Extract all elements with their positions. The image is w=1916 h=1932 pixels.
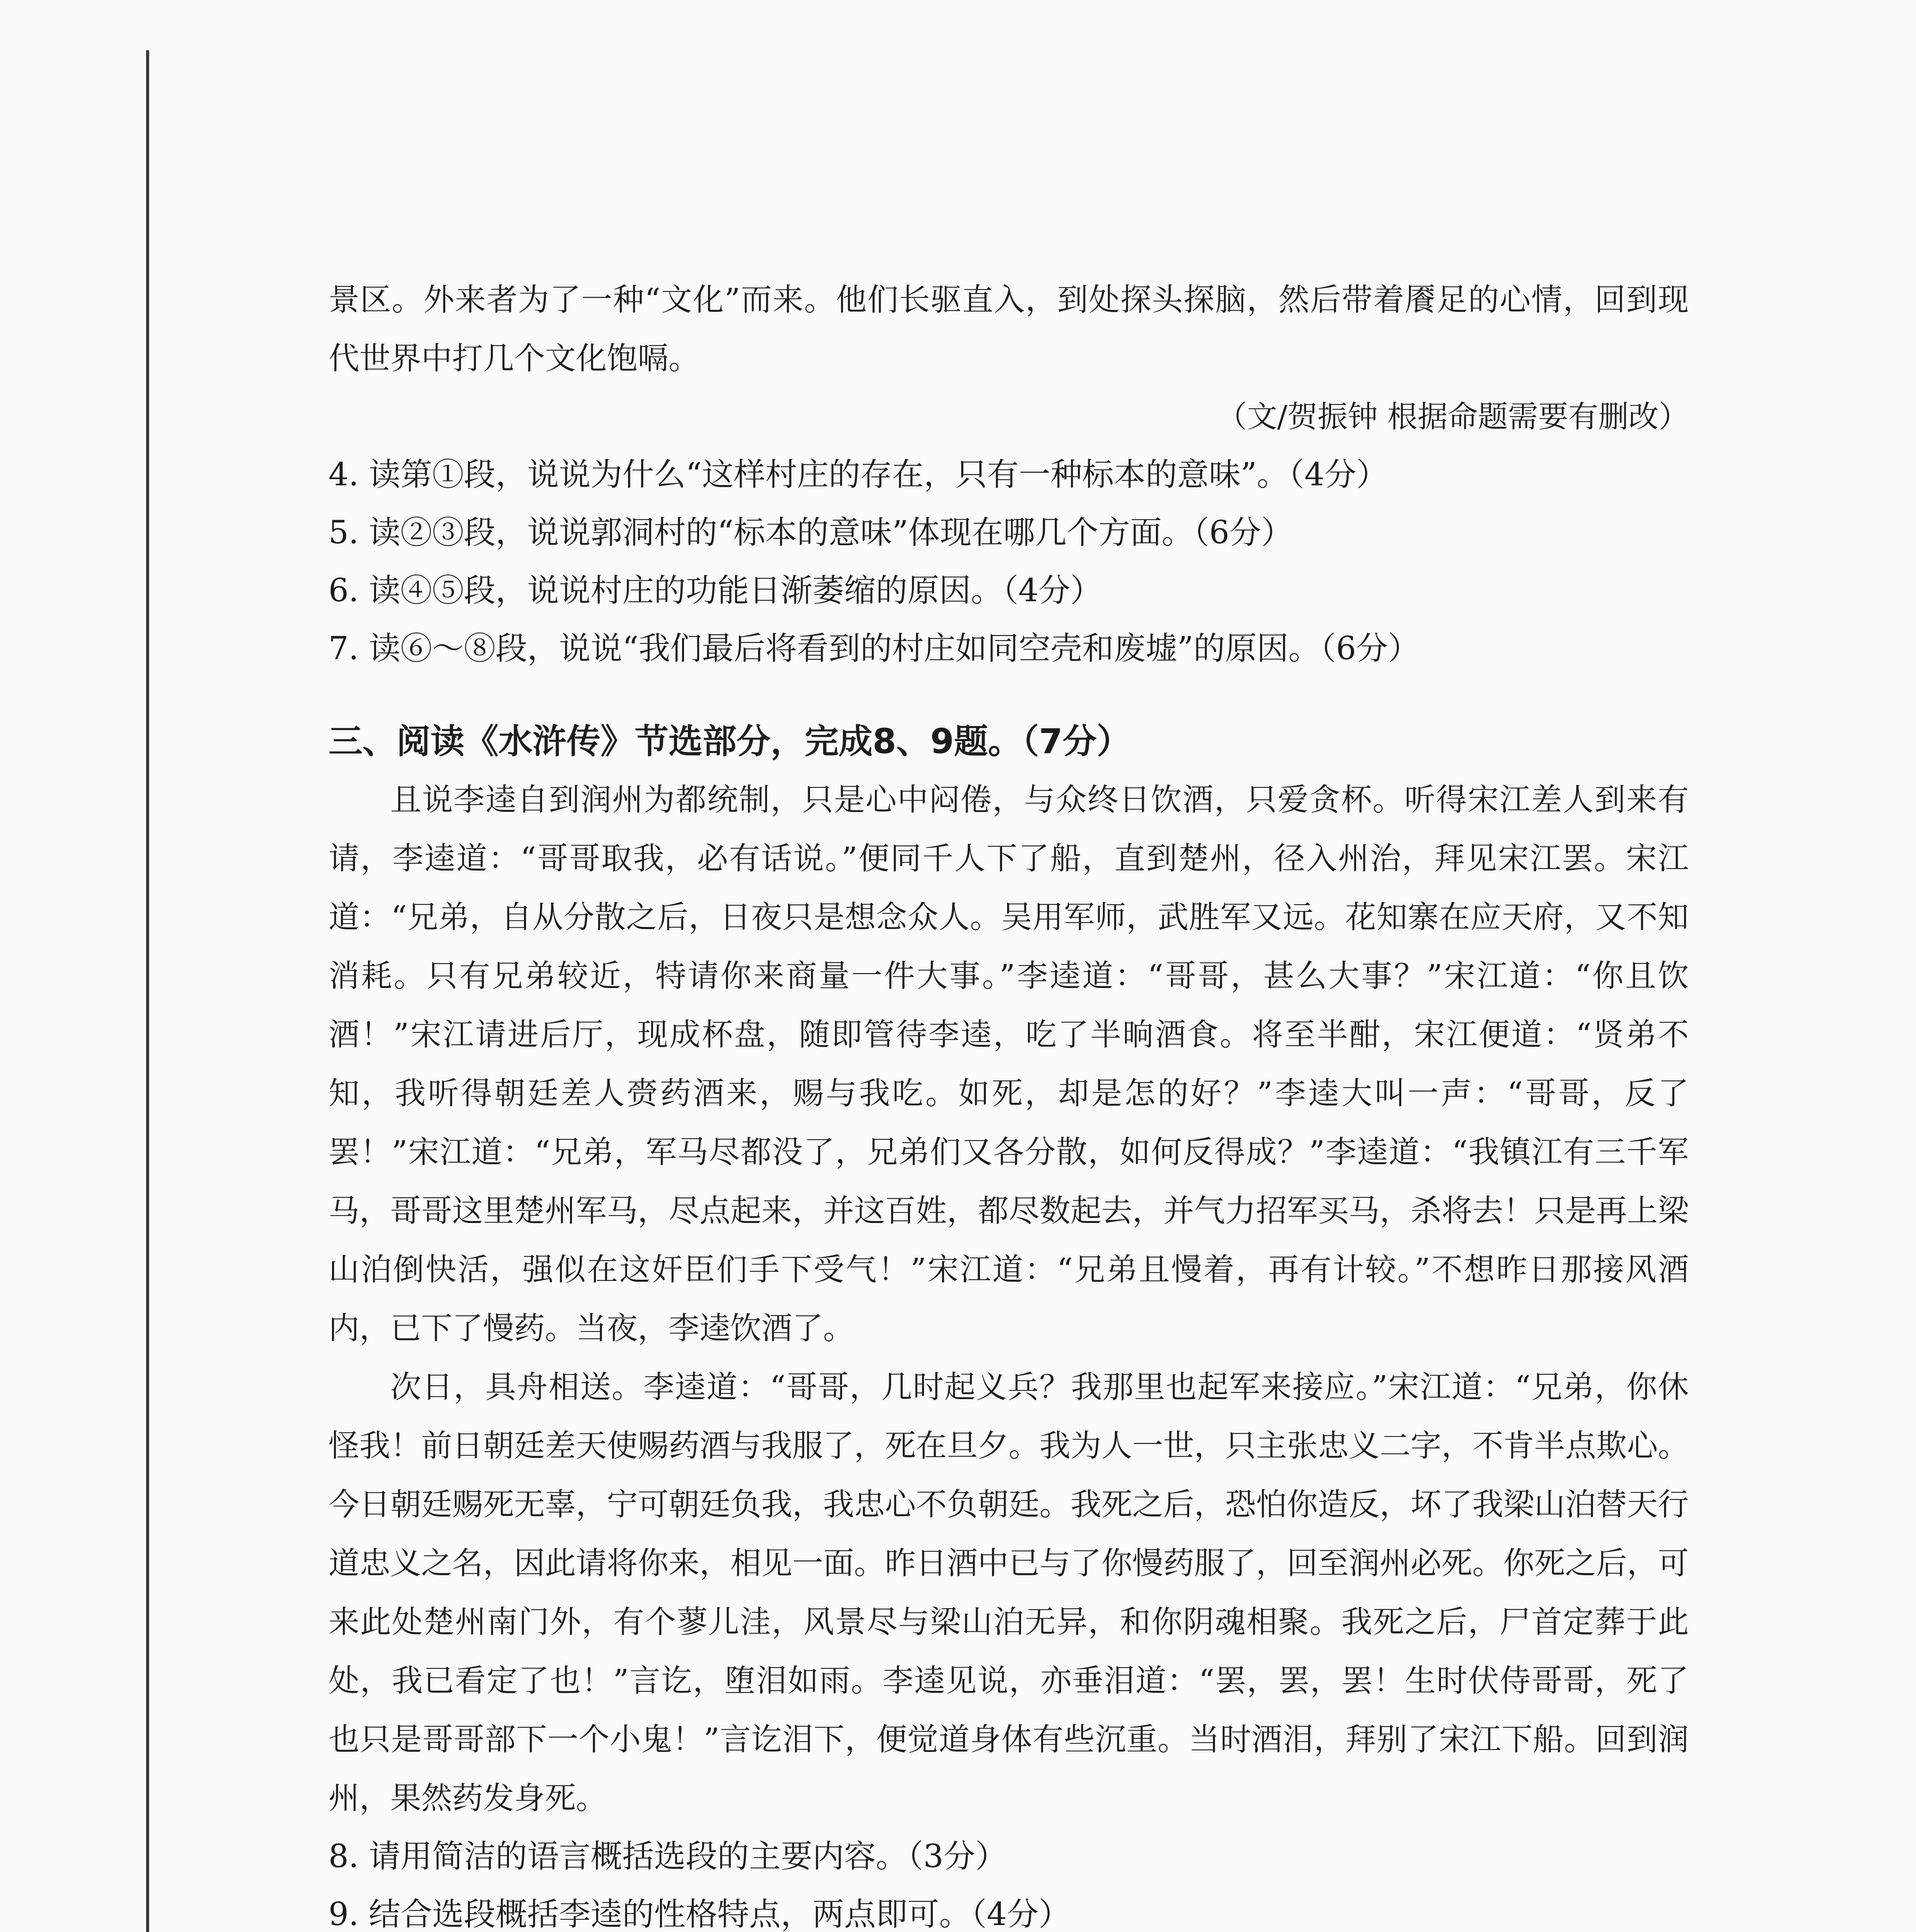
passage-ending: 景区。外来者为了一种“文化”而来。他们长驱直入，到处探头探脑，然后带着餍足的心情，回到现代世界中打几个文化饱嗝。 — [328, 282, 1689, 376]
section-3-title: 三、阅读《水浒传》节选部分，完成8、9题。（7分） — [328, 721, 1131, 761]
question-4: 4. 读第①段，说说为什么“这样村庄的存在，只有一种标本的意味”。（4分） — [328, 456, 1388, 493]
water-margin-paragraph-1: 且说李逵自到润州为都统制，只是心中闷倦，与众终日饮酒，只爱贪杯。听得宋江差人到来有请，李逵道：“哥哥取我，必有话说。”便同千人下了船，直到楚州，径入州治，拜见宋江罢。宋江道：“兄弟，自从分散之后，日夜只是想念众人。吴用军师，武胜军又远。花知寨在应天府，又不知消耗。只有兄弟较近，特请你来商量一件大事。”李逵道：“哥哥，甚么大事？”宋江道：“你且饮酒！”宋江请进后厅，现成杯盘，随即管待李逵，吃了半晌酒食。将至半酣，宋江便道：“贤弟不知，我听得朝廷差人赍药酒来，赐与我吃。如死，却是怎的好？”李逵大叫一声：“哥哥，反了罢！”宋江道：“兄弟，军马尽都没了，兄弟们又各分散，如何反得成？”李逵道：“我镇江有三千军马，哥哥这里楚州军马，尽点起来，并这百姓，都尽数起去，并气力招军买马，杀将去！只是再上梁山泊倒快活，强似在这奸臣们手下受气！”宋江道：“兄弟且慢着，再有计较。”不想昨日那接风酒内，已下了慢药。当夜，李逵饮酒了。 — [328, 782, 1689, 1346]
water-margin-paragraph-2: 次日，具舟相送。李逵道：“哥哥，几时起义兵？我那里也起军来接应。”宋江道：“兄弟，你休怪我！前日朝廷差天使赐药酒与我服了，死在旦夕。我为人一世，只主张忠义二字，不肯半点欺心。今日朝廷赐死无辜，宁可朝廷负我，我忠心不负朝廷。我死之后，恐怕你造反，坏了我梁山泊替天行道忠义之名，因此请将你来，相见一面。昨日酒中已与了你慢药服了，回至润州必死。你死之后，可来此处楚州南门外，有个蓼儿洼，风景尽与梁山泊无异，和你阴魂相聚。我死之后，尸首定葬于此处，我已看定了也！”言讫，堕泪如雨。李逵见说，亦垂泪道：“罢，罢，罢！生时伏侍哥哥，死了也只是哥哥部下一个小鬼！”言讫泪下，便觉道身体有些沉重。当时酒泪，拜别了宋江下船。回到润州，果然药发身死。 — [328, 1369, 1689, 1816]
question-5: 5. 读②③段，说说郭洞村的“标本的意味”体现在哪几个方面。（6分） — [328, 514, 1293, 551]
question-8: 8. 请用简洁的语言概括选段的主要内容。（3分） — [328, 1838, 1007, 1875]
page-edge-line — [146, 50, 149, 1932]
exam-page-content — [328, 270, 1689, 1932]
question-list — [328, 446, 1689, 678]
question-6: 6. 读④⑤段，说说村庄的功能日渐萎缩的原因。（4分） — [328, 572, 1102, 609]
question-9: 9. 结合选段概括李逵的性格特点，两点即可。（4分） — [328, 1896, 1070, 1932]
question-7: 7. 读⑥～⑧段，说说“我们最后将看到的村庄如同空壳和废墟”的原因。（6分） — [328, 630, 1420, 667]
passage-source: （文/贺振钟 根据命题需要有删改） — [1217, 400, 1689, 434]
